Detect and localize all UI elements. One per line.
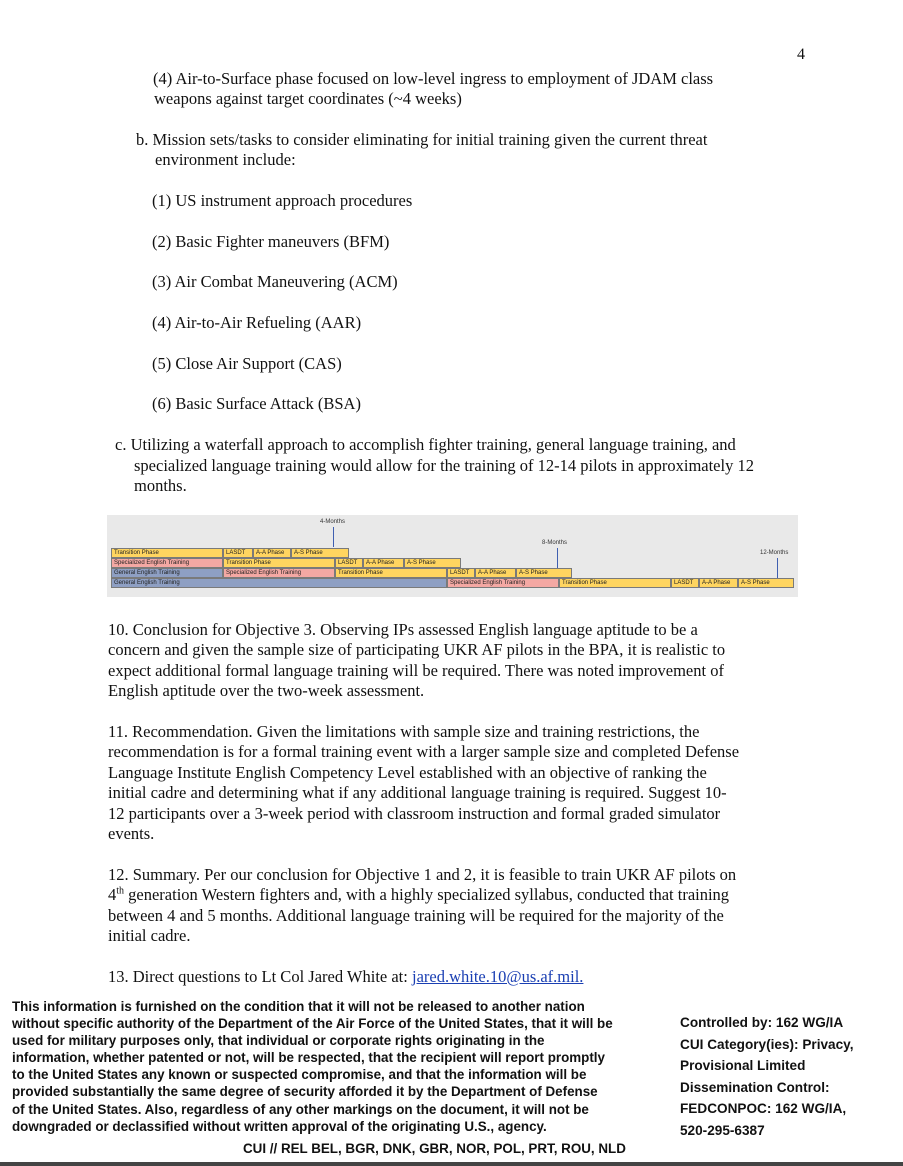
cui-control-block: [680, 1012, 895, 1141]
control-line: Controlled by: 162 WG/IA: [680, 1015, 844, 1030]
page-number: 4: [797, 46, 805, 63]
release-notice-line: This information is furnished on the condition that it will not be released to another nation: [12, 999, 585, 1014]
chart-bar: A-S Phase: [404, 558, 461, 568]
chart-bar: A-S Phase: [516, 568, 572, 578]
p12-line: 12. Summary. Per our conclusion for Objective 1 and 2, it is feasible to train UKR AF pilots on: [108, 865, 737, 884]
item-4-line-2: weapons against target coordinates (~4 weeks): [154, 89, 462, 108]
list-item: (6) Basic Surface Attack (BSA): [152, 394, 361, 413]
p10-line: 10. Conclusion for Objective 3. Observing IPs assessed English language aptitude to be a: [108, 620, 698, 639]
item-4-line-1: (4) Air-to-Surface phase focused on low-level ingress to employment of JDAM class: [153, 69, 714, 88]
list-item: (4) Air-to-Air Refueling (AAR): [152, 313, 362, 332]
p12-ordinal-suffix: th: [116, 885, 125, 897]
chart-bar: A-A Phase: [253, 548, 291, 558]
p12-line: between 4 and 5 months. Additional language training will be required for the majority of the: [108, 906, 724, 925]
p11-line: events.: [108, 824, 155, 843]
p11-line: 12 participants over a 3-week period with classroom instruction and formal graded simulator: [108, 804, 721, 823]
p13-line: [108, 967, 583, 988]
chart-bar: Transition Phase: [111, 548, 223, 558]
chart-bar: LASDT: [447, 568, 475, 578]
p10-line: expect additional formal language training will be required. There was noted improvement of: [108, 661, 724, 680]
chart-bar: LASDT: [335, 558, 363, 568]
list-item: (3) Air Combat Maneuvering (ACM): [152, 272, 398, 291]
milestone-label-8-months: 8-Months: [542, 540, 568, 546]
release-notice-line: downgraded or declassified without written approval of the originating U.S., agency.: [12, 1118, 547, 1134]
chart-bar: Specialized English Training: [223, 568, 335, 578]
p11-line: 11. Recommendation. Given the limitations with sample size and training restrictions, the: [108, 722, 700, 741]
p10-line: English aptitude over the two-week assessment.: [108, 681, 425, 700]
p12-line: [108, 885, 729, 906]
section-c-line-3: months.: [134, 476, 187, 495]
section-b-line-1: b. Mission sets/tasks to consider eliminating for initial training given the current threat: [136, 130, 708, 149]
chart-bar: A-A Phase: [363, 558, 404, 568]
waterfall-training-chart: [107, 515, 798, 597]
release-notice-line: of the United States. Also, regardless of any other markings on the document, it will not be: [12, 1101, 589, 1117]
contact-email-link[interactable]: jared.white.10@us.af.mil.: [411, 967, 584, 986]
release-notice: [12, 998, 692, 1135]
p11-line: initial cadre and determining what if any additional language training is required. Suggest 10-: [108, 783, 727, 802]
milestone-label-12-months: 12-Months: [760, 550, 789, 556]
p12-line: initial cadre.: [108, 926, 191, 945]
p11-line: recommendation is for a formal training event with a larger sample size and completed Defense: [108, 742, 740, 761]
chart-bar: LASDT: [671, 578, 699, 588]
p12-line-rest: generation Western fighters and, with a highly specialized syllabus, conducted that training: [124, 885, 730, 904]
chart-bar: A-A Phase: [699, 578, 738, 588]
chart-bar: General English Training: [111, 578, 447, 588]
release-notice-line: provided substantially the same degree of security afforded it by the Department of Defense: [12, 1084, 598, 1100]
chart-bar: Specialized English Training: [447, 578, 559, 588]
p10-line: concern and given the sample size of participating UKR AF pilots in the BPA, it is realistic to: [108, 640, 726, 659]
chart-bar: Transition Phase: [223, 558, 335, 568]
chart-bar: Transition Phase: [559, 578, 671, 588]
chart-bar: Transition Phase: [335, 568, 447, 578]
section-c-line-2: specialized language training would allow for the training of 12-14 pilots in approximately 12: [134, 456, 754, 475]
list-item: (5) Close Air Support (CAS): [152, 354, 342, 373]
p12-ordinal: 4: [108, 885, 117, 904]
release-notice-line: used for military purposes only, that individual or corporate rights originating in the: [12, 1033, 545, 1049]
chart-bar: A-A Phase: [475, 568, 516, 578]
control-line: 520-295-6387: [680, 1122, 765, 1138]
p11-line: Language Institute English Competency Level established with an objective of ranking the: [108, 763, 707, 782]
chart-bar: A-S Phase: [738, 578, 794, 588]
milestone-marker: [557, 548, 558, 568]
release-notice-line: information, whether patented or not, will be respected, that the recipient will report promptly: [12, 1050, 605, 1066]
milestone-label-4-months: 4-Months: [320, 519, 346, 525]
p13-text: 13. Direct questions to Lt Col Jared White at:: [108, 967, 412, 986]
list-item: (1) US instrument approach procedures: [152, 191, 413, 210]
section-b-line-2: environment include:: [155, 150, 296, 169]
page-bottom-border: [0, 1162, 903, 1166]
release-notice-line: without specific authority of the Department of the Air Force of the United States, that it will be: [12, 1016, 613, 1032]
milestone-marker: [777, 558, 778, 578]
release-notice-line: to the United States any known or suspected compromise, and that the information will be: [12, 1067, 587, 1083]
chart-bar: A-S Phase: [291, 548, 349, 558]
chart-bar: General English Training: [111, 568, 223, 578]
control-line: FEDCONPOC: 162 WG/IA,: [680, 1101, 847, 1116]
milestone-marker: [333, 527, 334, 547]
control-line: CUI Category(ies): Privacy,: [680, 1036, 854, 1052]
control-line: Provisional Limited: [680, 1058, 806, 1073]
chart-bar: LASDT: [223, 548, 253, 558]
control-line: Dissemination Control:: [680, 1079, 830, 1095]
list-item: (2) Basic Fighter maneuvers (BFM): [152, 232, 390, 251]
cui-release-marking: CUI // REL BEL, BGR, DNK, GBR, NOR, POL, PRT, ROU, NLD: [243, 1141, 626, 1156]
chart-bar: Specialized English Training: [111, 558, 223, 568]
section-c-line-1: c. Utilizing a waterfall approach to accomplish fighter training, general language training, and: [115, 435, 736, 454]
